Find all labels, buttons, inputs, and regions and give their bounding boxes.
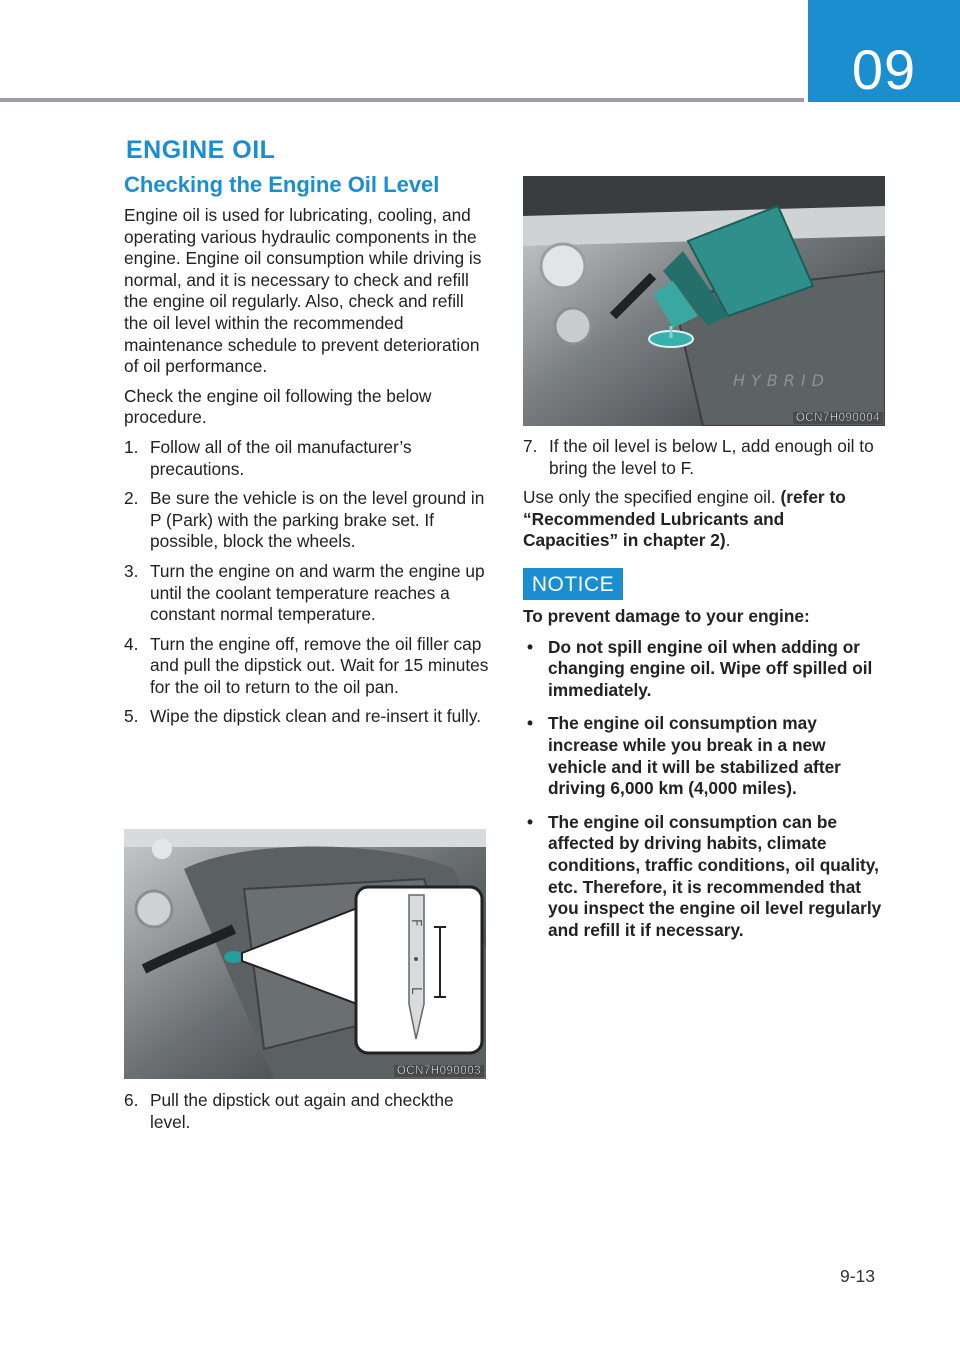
dipstick-mark-f: F (408, 919, 423, 927)
engine-bay-illustration (124, 829, 486, 1079)
bullet-icon: • (527, 636, 534, 657)
notice-bullet-text: Do not spill engine oil when adding or changing engine oil. Wipe off spilled oil immediately. (548, 636, 873, 700)
page-number: 9-13 (840, 1266, 876, 1286)
step-item (124, 561, 490, 626)
step-item (124, 706, 490, 728)
header-rule (0, 98, 804, 102)
step-text: Turn the engine on and warm the engine up until the coolant temperature reaches a constant normal temperature. (150, 560, 485, 625)
step-number: 7. (523, 436, 538, 456)
section-title: ENGINE OIL (126, 136, 276, 164)
notice-bullet (523, 812, 883, 942)
oil-filling-illustration (523, 176, 885, 426)
notice-bullet-text: The engine oil consumption may increase while you break in a new vehicle and it will be stabilized after driving 6,000 km (4,000 miles). (548, 713, 841, 799)
bullet-icon: • (527, 811, 534, 832)
step-number: 1. (124, 436, 139, 457)
bullet-icon: • (527, 713, 534, 734)
step-text: Turn the engine off, remove the oil filler cap and pull the dipstick out. Wait for 15 minutes for the oil to return to the oil pan. (150, 633, 489, 697)
notice-label: NOTICE (523, 568, 623, 600)
notice-body (523, 606, 883, 953)
procedure-intro: Check the engine oil following the below procedure. (124, 385, 432, 428)
oil-filling-photo (523, 176, 885, 426)
step-text: If the oil level is below L, add enough oil to bring the level to F. (549, 436, 874, 478)
step-text: Wipe the dipstick clean and re-insert it fully. (150, 706, 482, 727)
step-6-block (124, 1090, 490, 1141)
intro-paragraph: Engine oil is used for lubricating, cooling, and operating various hydraulic components in the engine. Engine oil consumption while driving is normal, and it is necessary to check and refill the engine oil regularly. Also, check and refill the oil level within the recommended maintenance schedule to prevent deterioration of oil performance. (124, 205, 482, 377)
notice-bullet-text: The engine oil consumption can be affected by driving habits, climate conditions, traffic conditions, oil quality, etc. Therefore, it is recommended that you inspect the engine oil level regularly and refill it if necessary. (548, 811, 882, 940)
image-code: OCN7H090004 (793, 412, 883, 424)
image-code: OCN7H090003 (394, 1065, 484, 1077)
step-item (124, 1090, 490, 1133)
notice-bullet (523, 637, 883, 702)
notice-bullet (523, 713, 883, 799)
dipstick-photo (124, 829, 486, 1079)
chapter-tab: 09 (808, 0, 960, 102)
spec-note: Use only the specified engine oil. (refer to “Recommended Lubricants and Capacities” in chapter 2). (523, 487, 846, 551)
subsection-title: Checking the Engine Oil Level (124, 172, 440, 197)
step-text: Be sure the vehicle is on the level ground in P (Park) with the parking brake set. If possible, block the wheels. (150, 488, 485, 552)
notice-intro: To prevent damage to your engine: (523, 606, 810, 626)
step-item (523, 436, 883, 479)
right-column (523, 436, 883, 560)
step-number: 3. (124, 560, 139, 581)
left-column (124, 205, 490, 736)
step-number: 5. (124, 706, 139, 727)
step-text: Follow all of the oil manufacturer’s precautions. (150, 436, 412, 479)
step-number: 2. (124, 488, 139, 509)
step-number: 6. (124, 1090, 139, 1110)
step-item (124, 634, 490, 699)
dipstick-mark-l: L (408, 987, 423, 995)
step-text: Pull the dipstick out again and checkthe level. (150, 1090, 454, 1132)
step-number: 4. (124, 633, 139, 654)
spec-note-reference: (refer to “Recommended Lubricants and Capacities” in chapter 2) (523, 487, 846, 551)
step-item (124, 488, 490, 553)
step-item (124, 437, 490, 480)
engine-cover-label: HYBRID (733, 371, 830, 390)
